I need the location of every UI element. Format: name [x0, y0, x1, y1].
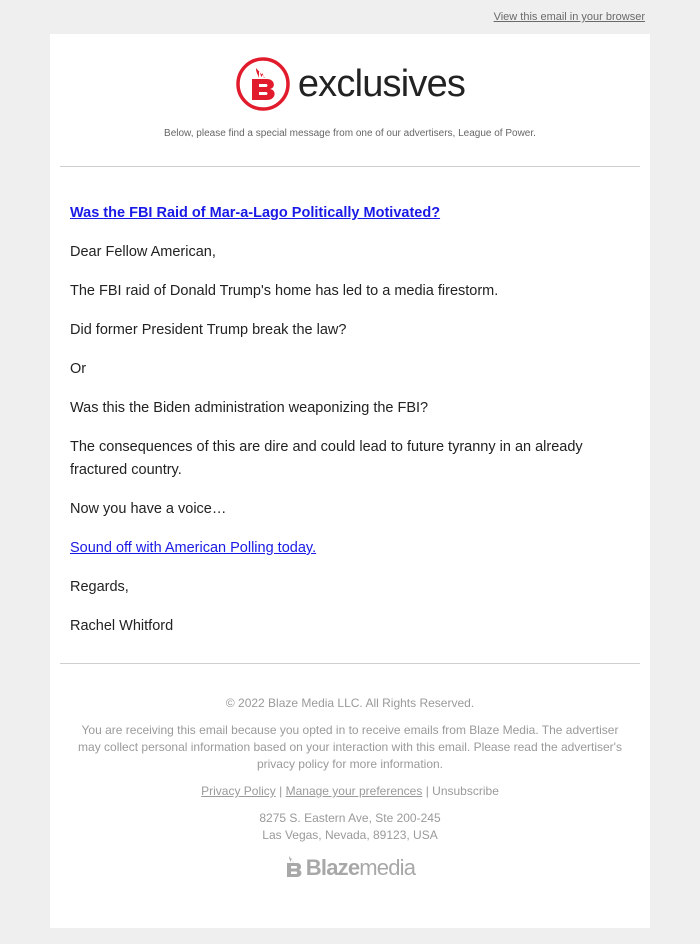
brand-bold: Blaze	[305, 854, 360, 880]
headline-link[interactable]: Was the FBI Raid of Mar-a-Lago Politically Motivated?	[70, 205, 441, 221]
view-in-browser-link[interactable]: View this email in your browser	[493, 11, 645, 23]
address-line-2: Las Vegas, Nevada, 89123, USA	[262, 828, 438, 842]
paragraph: Or	[70, 361, 87, 377]
divider-bottom	[60, 663, 640, 664]
footer	[75, 695, 625, 878]
manage-preferences-link[interactable]: Manage your preferences	[285, 784, 423, 798]
brand-light: media	[359, 854, 416, 880]
closing: Regards,	[70, 579, 129, 595]
logo-wordmark: exclusives	[297, 63, 466, 105]
copyright: © 2022 Blaze Media LLC. All Rights Reserved.	[225, 696, 475, 710]
blaze-media-logo	[75, 856, 625, 878]
cta-link[interactable]: Sound off with American Polling today.	[70, 540, 317, 556]
disclaimer: You are receiving this email because you opted in to receive emails from Blaze Media. The advertiser may collect personal information based on your interaction with this email. Please read the advertiser's privacy policy for more information.	[78, 723, 622, 771]
advertiser-intro: Below, please find a special message from one of our advertisers, League of Power.	[164, 128, 536, 139]
paragraph: The FBI raid of Donald Trump's home has led to a media firestorm.	[70, 283, 499, 299]
privacy-policy-link[interactable]: Privacy Policy	[201, 784, 276, 798]
blaze-b-logo-icon	[235, 56, 291, 112]
paragraph: Dear Fellow American,	[70, 244, 216, 260]
link-separator: |	[279, 784, 283, 798]
unsubscribe-link[interactable]: Unsubscribe	[432, 784, 499, 798]
blaze-flame-icon	[285, 856, 305, 878]
mailing-address	[75, 810, 625, 844]
email-card	[50, 34, 650, 928]
address-line-1: 8275 S. Eastern Ave, Ste 200-245	[259, 811, 441, 825]
divider-top	[60, 166, 640, 167]
paragraph: Did former President Trump break the law?	[70, 322, 347, 338]
top-bar	[0, 0, 700, 34]
footer-links	[75, 783, 625, 800]
header-logo	[50, 54, 650, 114]
signature: Rachel Whitford	[70, 618, 174, 634]
paragraph: The consequences of this are dire and could lead to future tyranny in an already fractured country.	[70, 439, 583, 478]
paragraph: Was this the Biden administration weaponizing the FBI?	[70, 400, 429, 416]
link-separator: |	[425, 784, 429, 798]
message-body	[70, 202, 620, 654]
paragraph: Now you have a voice…	[70, 501, 227, 517]
